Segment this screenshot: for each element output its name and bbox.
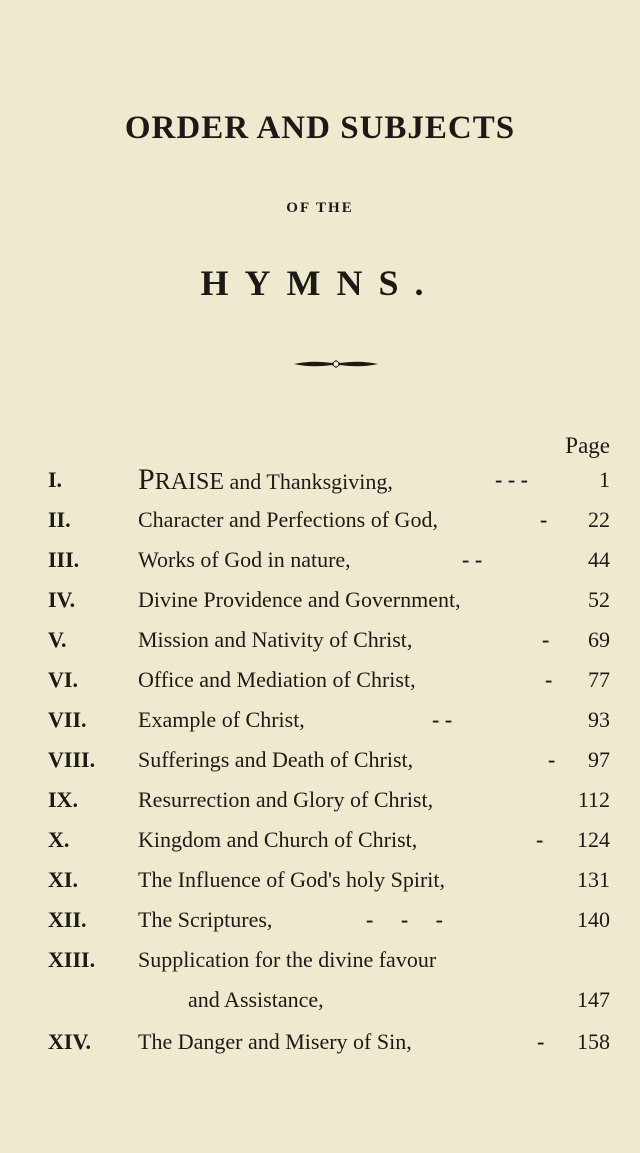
toc-number: VII. — [48, 707, 87, 732]
toc-number: XIII. — [48, 947, 96, 972]
toc-row — [0, 860, 640, 900]
ornament-divider-icon — [292, 357, 380, 371]
toc-page: 44 — [588, 547, 610, 572]
toc-leader: - — [540, 507, 548, 532]
page-title: ORDER AND SUBJECTS — [124, 110, 516, 146]
toc-page: 147 — [577, 987, 610, 1012]
toc-row — [0, 1022, 640, 1062]
toc-row — [0, 980, 640, 1020]
toc-leader: - — [536, 827, 544, 852]
toc-number: II. — [48, 507, 71, 532]
toc-subject-text: and Thanksgiving, — [224, 469, 393, 494]
toc-leader: - — [537, 1029, 545, 1054]
toc-row — [0, 460, 640, 500]
toc-subject: Divine Providence and Government, — [138, 587, 461, 612]
toc-subject: and Assistance, — [188, 987, 324, 1012]
toc-page: 112 — [577, 787, 610, 812]
toc-page: 69 — [588, 627, 610, 652]
toc-leader: - — [542, 627, 550, 652]
toc-subject: The Scriptures, — [138, 907, 273, 932]
toc-subject: Works of God in nature, — [138, 547, 351, 572]
toc-subject: The Influence of God's holy Spirit, — [138, 867, 446, 892]
toc-row — [0, 900, 640, 940]
toc-subject: Resurrection and Glory of Christ, — [138, 787, 434, 812]
main-heading: HYMNS. — [200, 263, 440, 303]
toc-page: 52 — [588, 587, 610, 612]
toc-number: III. — [48, 547, 80, 572]
toc-number: XII. — [48, 907, 87, 932]
toc-page: 158 — [577, 1029, 610, 1054]
toc-row — [0, 620, 640, 660]
toc-subject: Office and Mediation of Christ, — [138, 667, 416, 692]
toc-number: V. — [48, 627, 67, 652]
toc-row — [0, 540, 640, 580]
toc-leader: - — [548, 747, 556, 772]
toc-subject: The Danger and Misery of Sin, — [138, 1029, 412, 1054]
toc-row — [0, 820, 640, 860]
toc-number: VI. — [48, 667, 78, 692]
toc-leader: - - — [462, 547, 483, 572]
toc-subject — [138, 460, 393, 502]
toc-subject: Sufferings and Death of Christ, — [138, 747, 414, 772]
toc-row — [0, 580, 640, 620]
toc-leader: - - - — [495, 467, 528, 492]
toc-number: IV. — [48, 587, 76, 612]
toc-page: 77 — [588, 667, 610, 692]
toc-leader: - - — [432, 707, 453, 732]
toc-row — [0, 660, 640, 700]
toc-page: 93 — [588, 707, 610, 732]
toc-leader: - — [545, 667, 553, 692]
toc-row — [0, 700, 640, 740]
toc-page: 22 — [588, 507, 610, 532]
toc-number: IX. — [48, 787, 78, 812]
toc-page: 124 — [577, 827, 610, 852]
toc-subject: Mission and Nativity of Christ, — [138, 627, 413, 652]
toc-subject: Supplication for the divine favour — [138, 947, 437, 972]
toc-page: 1 — [599, 467, 610, 492]
page-subtitle: OF THE — [286, 200, 354, 216]
drop-cap-rest: RAISE — [154, 469, 225, 495]
toc-number: XI. — [48, 867, 78, 892]
toc-row — [0, 740, 640, 780]
toc-row — [0, 780, 640, 820]
drop-cap: P — [138, 463, 155, 496]
toc-number: I. — [48, 467, 63, 492]
toc-number: VIII. — [48, 747, 96, 772]
toc-leader: - - - — [366, 907, 443, 932]
toc-row — [0, 500, 640, 540]
toc-row — [0, 940, 640, 980]
toc-subject: Example of Christ, — [138, 707, 305, 732]
toc-subject: Character and Perfections of God, — [138, 507, 438, 532]
toc-number: XIV. — [48, 1029, 92, 1054]
page-column-label: Page — [565, 433, 610, 458]
toc-page: 97 — [588, 747, 610, 772]
toc-subject: Kingdom and Church of Christ, — [138, 827, 418, 852]
toc-page: 140 — [577, 907, 610, 932]
toc-page: 131 — [577, 867, 610, 892]
toc-number: X. — [48, 827, 70, 852]
